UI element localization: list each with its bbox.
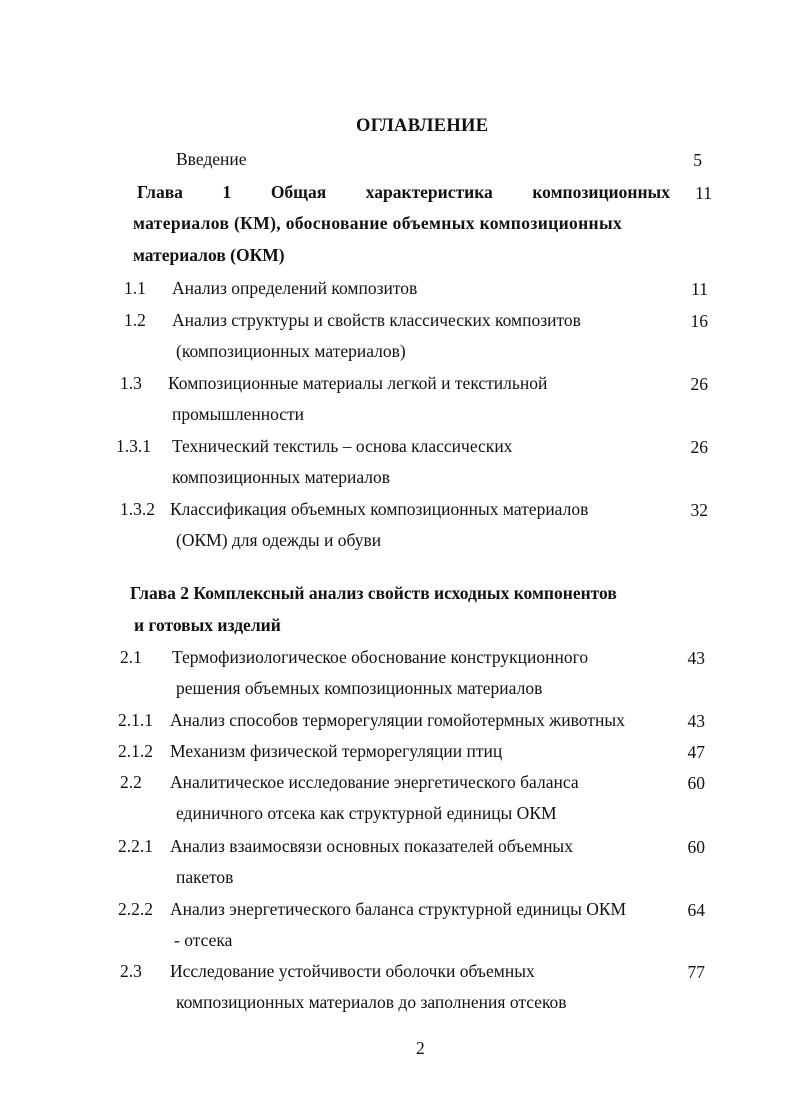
toc-section-title-cont: (ОКМ) для одежды и обуви (176, 530, 382, 550)
toc-section-title: Аналитическое исследование энергетического баланса (170, 772, 579, 792)
toc-section-title: Механизм физической терморегуляции птиц (170, 741, 503, 761)
toc-chapter-1-line-3: материалов (ОКМ) (133, 245, 285, 265)
toc-section-title-cont: композиционных материалов (172, 467, 391, 487)
toc-section-page: 16 (690, 311, 708, 331)
toc-section-title: Термофизиологическое обоснование конструкционного (172, 647, 589, 667)
toc-section-title-cont: (композиционных материалов) (176, 341, 406, 361)
toc-chapter-2-line-1: Глава 2 Комплексный анализ свойств исходных компонентов (130, 583, 617, 603)
toc-section-number: 2.2.1 (118, 836, 153, 856)
toc-section-title: Анализ способов терморегуляции гомойотермных животных (170, 710, 625, 730)
toc-chapter-1-word: 1 (222, 182, 232, 202)
toc-chapter-1-word: Глава (137, 182, 183, 202)
toc-section-number: 1.1 (124, 278, 146, 298)
toc-chapter-1-line-1 (137, 184, 670, 202)
toc-chapter-1-word: характеристика (365, 182, 493, 202)
toc-chapter-2-line-2: и готовых изделий (134, 615, 281, 635)
toc-section-number: 1.3.1 (116, 436, 151, 456)
toc-section-title: Классификация объемных композиционных материалов (170, 499, 589, 519)
toc-section-title-cont: решения объемных композиционных материалов (176, 678, 543, 698)
toc-section-title: Анализ структуры и свойств классических композитов (172, 310, 581, 330)
toc-title: ОГЛАВЛЕНИЕ (356, 116, 489, 136)
toc-section-number: 2.1.2 (118, 741, 153, 761)
toc-section-title: Композиционные материалы легкой и текстильной (168, 373, 548, 393)
toc-section-title: Анализ взаимосвязи основных показателей объемных (170, 836, 573, 856)
toc-section-title: Технический текстиль – основа классических (172, 436, 513, 456)
page-number: 2 (416, 1038, 425, 1058)
toc-section-title: Анализ определений композитов (172, 278, 418, 298)
toc-section-title-cont: пакетов (176, 867, 234, 887)
toc-section-number: 1.3 (120, 373, 142, 393)
toc-section-number: 2.1 (120, 647, 142, 667)
toc-section-number: 1.3.2 (120, 499, 155, 519)
toc-section-number: 2.2.2 (118, 899, 153, 919)
toc-section-page: 64 (687, 900, 705, 920)
toc-section-page: 77 (687, 962, 705, 982)
toc-section-title: Исследование устойчивости оболочки объемных (170, 961, 535, 981)
toc-chapter-1-line-2: материалов (КМ), обоснование объемных композиционных (133, 213, 623, 233)
toc-section-number: 2.3 (120, 961, 142, 981)
toc-section-title-cont: промышленности (172, 404, 305, 424)
toc-section-page: 26 (690, 374, 708, 394)
toc-section-title-cont: композиционных материалов до заполнения отсеков (176, 992, 567, 1012)
toc-intro-page: 5 (693, 150, 702, 170)
toc-section-title-cont: единичного отсека как структурной единицы ОКМ (176, 803, 557, 823)
toc-section-number: 2.1.1 (118, 710, 153, 730)
toc-section-page: 32 (690, 500, 708, 520)
toc-intro-label: Введение (176, 149, 247, 169)
toc-chapter-1-word: композиционных (532, 182, 670, 202)
toc-section-page: 43 (687, 648, 705, 668)
toc-section-title-cont: - отсека (174, 930, 233, 950)
toc-section-number: 1.2 (124, 310, 146, 330)
toc-section-number: 2.2 (120, 772, 142, 792)
toc-section-page: 60 (687, 773, 705, 793)
toc-section-page: 60 (687, 837, 705, 857)
toc-chapter-1-page: 11 (695, 183, 712, 203)
toc-section-page: 11 (691, 279, 708, 299)
toc-section-title: Анализ энергетического баланса структурной единицы ОКМ (170, 899, 627, 919)
toc-section-page: 43 (687, 711, 705, 731)
toc-section-page: 47 (687, 742, 705, 762)
toc-chapter-1-word: Общая (270, 182, 327, 202)
toc-section-page: 26 (690, 437, 708, 457)
